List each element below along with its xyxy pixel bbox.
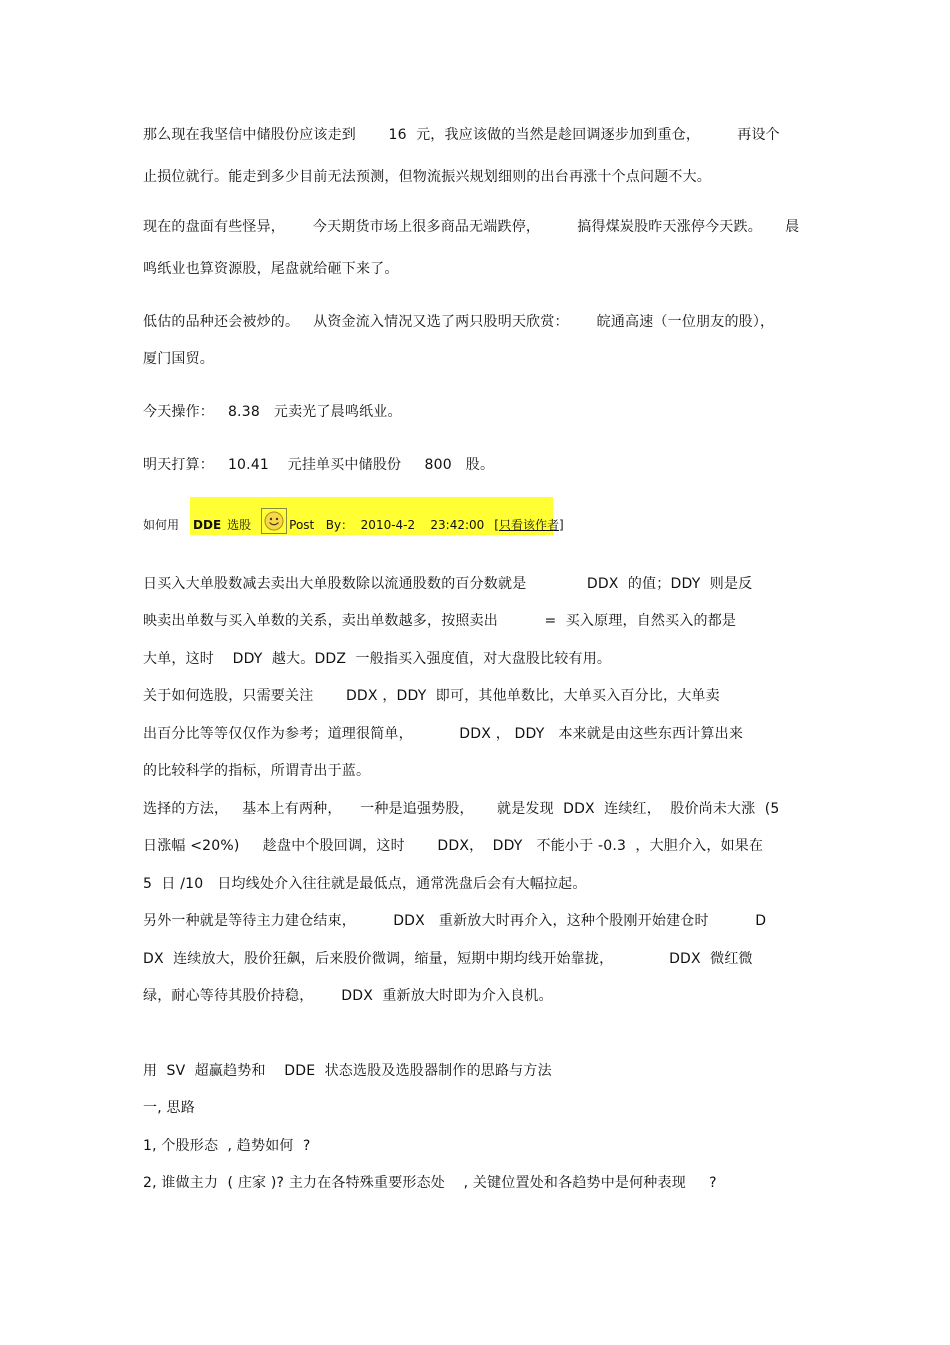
post-by-date: Post By： 2010-4-2 23:42:00 <box>289 518 485 532</box>
paragraph-5: 明天打算： 10.41 元挂单买中储股份 800 股。 <box>143 457 495 473</box>
smiley-face-icon <box>261 508 287 534</box>
view-author-only-link[interactable]: 只看该作者 <box>498 518 559 532</box>
paragraph-2-line-1: 现在的盘面有些怪异， 今天期货市场上很多商品无端跌停， 搞得煤炭股昨天涨停今天跌。 晨 <box>143 219 800 235</box>
body-line-6: 的比较科学的指标，所谓青出于蓝。 <box>143 763 371 779</box>
question-2: 2, 谁做主力 ( 庄家 )? 主力在各特殊重要形态处 , 关键位置处和各趋势中是何种表现 ? <box>143 1175 717 1191</box>
post-title-prefix: 如何用 <box>143 518 180 532</box>
paragraph-3-line-1: 低估的品种还会被炒的。 从资金流入情况又选了两只股明天欣赏： 皖通高速（一位朋友的股）， <box>143 314 775 330</box>
body-line-1: 日买入大单股数减去卖出大单股数除以流通股数的百分数就是 DDX 的值；DDY 则是反 <box>143 576 753 592</box>
paragraph-1-line-2: 止损位就行。能走到多少目前无法预测，但物流振兴规划细则的出台再涨十个点问题不大。 <box>143 169 711 185</box>
post-title-ddde: DDE <box>193 518 222 532</box>
body-line-5: 出百分比等等仅仅作为参考；道理很简单， DDX ， DDY 本来就是由这些东西计算出来 <box>143 726 744 742</box>
body-line-2: 映卖出单数与买入单数的关系，卖出单数越多，按照卖出 = 买入原理，自然买入的都是 <box>143 613 737 629</box>
body-line-3: 大单，这时 DDY 越大。DDZ 一般指买入强度值，对大盘股比较有用。 <box>143 651 612 667</box>
post-title-pick: 选股 <box>227 518 252 532</box>
author-bracket-open: [ <box>494 518 499 532</box>
paragraph-1-line-1: 那么现在我坚信中储股份应该走到 16 元，我应该做的当然是趁回调逐步加到重仓， 再设个 <box>143 127 780 143</box>
paragraph-4: 今天操作： 8.38 元卖光了晨鸣纸业。 <box>143 404 402 420</box>
smiley-face-icon-graphic <box>264 511 284 531</box>
body-line-12: 绿，耐心等待其股价持稳， DDX 重新放大时即为介入良机。 <box>143 988 553 1004</box>
paragraph-3-line-2: 厦门国贸。 <box>143 351 214 367</box>
body-line-10: 另外一种就是等待主力建仓结束， DDX 重新放大时再介入，这种个股刚开始建仓时 D <box>143 913 767 929</box>
body-line-7: 选择的方法， 基本上有两种， 一种是追强势股， 就是发现 DDX 连续红， 股价尚未大涨 (5 <box>143 801 780 817</box>
author-bracket-close: ] <box>559 518 564 532</box>
section-title: 用 SV 超赢趋势和 DDE 状态选股及选股器制作的思路与方法 <box>143 1063 552 1079</box>
body-line-9: 5 日 /10 日均线处介入往往就是最低点，通常洗盘后会有大幅拉起。 <box>143 876 587 892</box>
body-line-8: 日涨幅 <20%) 趁盘中个股回调，这时 DDX， DDY 不能小于 -0.3 ，大胆介入，如果在 <box>143 838 764 854</box>
paragraph-2-line-2: 鸣纸业也算资源股，尾盘就给砸下来了。 <box>143 261 399 277</box>
body-line-11: DX 连续放大，股价狂飙，后来股价微调，缩量，短期中期均线开始靠拢， DDX 微红微 <box>143 951 753 967</box>
question-1: 1, 个股形态 , 趋势如何 ? <box>143 1138 311 1154</box>
post-header <box>143 515 564 535</box>
body-line-4: 关于如何选股，只需要关注 DDX ，DDY 即可，其他单数比，大单买入百分比，大单卖 <box>143 688 720 704</box>
section-heading-1: 一, 思路 <box>143 1100 195 1116</box>
